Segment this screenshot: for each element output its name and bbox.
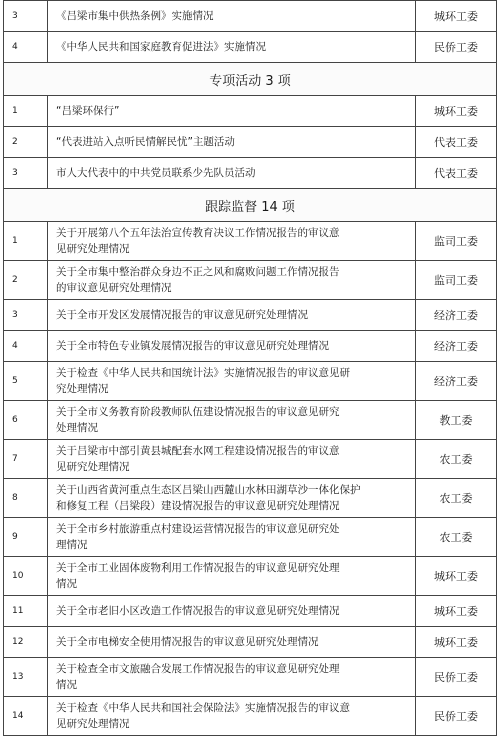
row-number: 1 [4,222,48,260]
row-content: 关于检查全市文旅融合发展工作情况报告的审议意见研究处理 情况 [48,658,416,696]
row-content: 市人大代表中的中共党员联系少先队员活动 [48,158,416,188]
table-row [3,362,497,401]
row-content: “代表进站入点听民情解民忧”主题活动 [48,127,416,157]
row-owner: 城环工委 [434,105,478,118]
row-content: 关于全市特色专业镇发展情况报告的审议意见研究处理情况 [48,331,416,361]
row-content: “吕梁环保行” [48,96,416,126]
row-content: 《中华人民共和国家庭教育促进法》实施情况 [48,32,416,62]
table-row [3,658,497,697]
row-owner: 民侨工委 [434,671,478,684]
table-row [3,96,497,127]
row-owner: 农工委 [439,492,473,505]
row-owner: 农工委 [439,531,473,544]
row-owner: 城环工委 [434,605,478,618]
row-content: 关于全市乡村旅游重点村建设运营情况报告的审议意见研究处 理情况 [48,518,416,556]
table-row [3,557,497,596]
row-owner: 监司工委 [434,274,478,287]
row-number: 7 [4,440,48,478]
row-owner: 民侨工委 [434,41,478,54]
row-content: 关于山西省黄河重点生态区吕梁山西麓山水林田湖草沙一体化保护 和修复工程（吕梁段）建设情况报告的审议意见研究处理情况 [48,479,416,517]
row-content: 关于全市义务教育阶段教师队伍建设情况报告的审议意见研究 处理情况 [48,401,416,439]
table-row [3,1,497,32]
row-content: 关于全市工业固体废物利用工作情况报告的审议意见研究处理 情况 [48,557,416,595]
table-row [3,479,497,518]
row-owner: 经济工委 [434,340,478,353]
row-number: 2 [4,127,48,157]
table-row [3,127,497,158]
row-number: 12 [4,627,48,657]
row-number: 2 [4,261,48,299]
table-row [3,300,497,331]
row-content: 《吕梁市集中供热条例》实施情况 [48,1,416,31]
row-content: 关于吕梁市中部引黄县城配套水网工程建设情况报告的审议意 见研究处理情况 [48,440,416,478]
table-row [3,697,497,736]
row-owner: 经济工委 [434,309,478,322]
table-row [3,222,497,261]
row-owner: 农工委 [439,453,473,466]
row-number: 14 [4,697,48,735]
row-number: 4 [4,331,48,361]
row-number: 6 [4,401,48,439]
row-content: 关于全市集中整治群众身边不正之风和腐败问题工作情况报告 的审议意见研究处理情况 [48,261,416,299]
row-number: 4 [4,32,48,62]
row-owner: 城环工委 [434,570,478,583]
row-content: 关于全市电梯安全使用情况报告的审议意见研究处理情况 [48,627,416,657]
row-owner: 民侨工委 [434,710,478,723]
row-content: 关于全市老旧小区改造工作情况报告的审议意见研究处理情况 [48,596,416,626]
row-number: 3 [4,158,48,188]
table-row [3,331,497,362]
section-header: 专项活动 3 项 [3,63,497,96]
row-number: 13 [4,658,48,696]
work-plan-table [3,0,497,736]
row-owner: 教工委 [439,414,473,427]
row-number: 8 [4,479,48,517]
table-row [3,261,497,300]
table-row [3,32,497,63]
row-owner: 城环工委 [434,10,478,23]
row-content: 关于检查《中华人民共和国统计法》实施情况报告的审议意见研 究处理情况 [48,362,416,400]
table-row [3,596,497,627]
row-owner: 代表工委 [434,167,478,180]
row-owner: 经济工委 [434,375,478,388]
row-content: 关于检查《中华人民共和国社会保险法》实施情况报告的审议意 见研究处理情况 [48,697,416,735]
section-header: 跟踪监督 14 项 [3,189,497,222]
table-row [3,440,497,479]
table-row [3,158,497,189]
table-row [3,518,497,557]
row-number: 11 [4,596,48,626]
row-number: 9 [4,518,48,556]
row-owner: 城环工委 [434,636,478,649]
row-owner: 代表工委 [434,136,478,149]
row-owner: 监司工委 [434,235,478,248]
table-row [3,627,497,658]
table-row [3,401,497,440]
row-number: 10 [4,557,48,595]
row-content: 关于全市开发区发展情况报告的审议意见研究处理情况 [48,300,416,330]
row-number: 3 [4,300,48,330]
row-number: 5 [4,362,48,400]
row-number: 3 [4,1,48,31]
row-number: 1 [4,96,48,126]
row-content: 关于开展第八个五年法治宣传教育决议工作情况报告的审议意 见研究处理情况 [48,222,416,260]
